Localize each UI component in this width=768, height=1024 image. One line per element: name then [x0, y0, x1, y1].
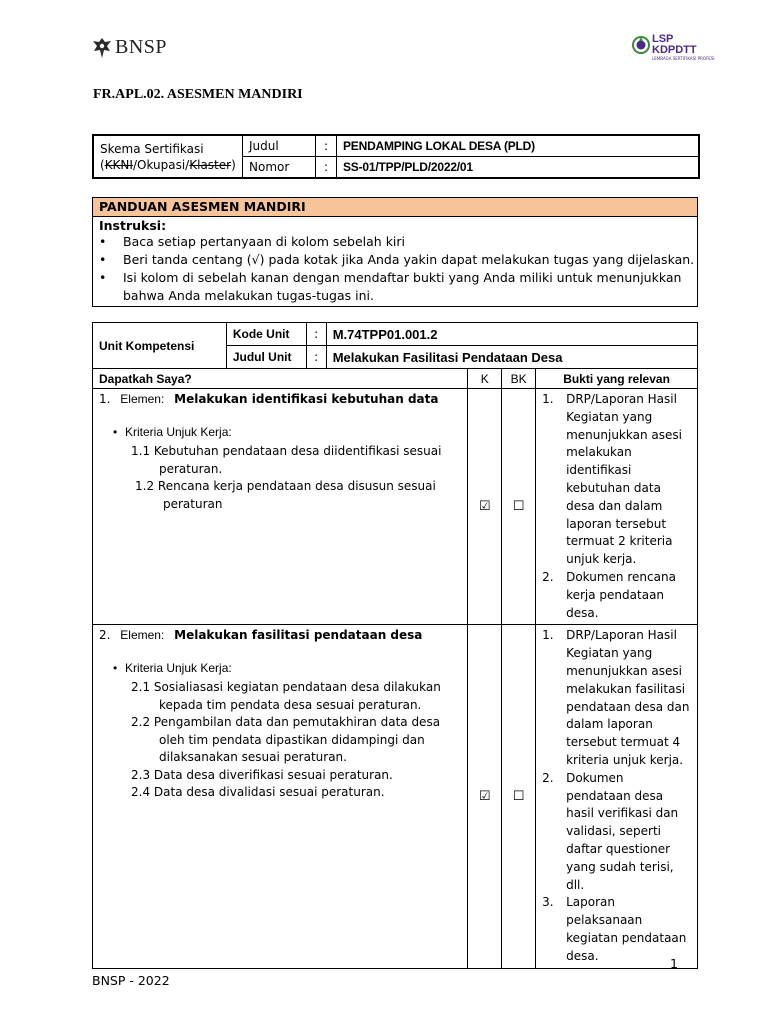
- panduan-title: PANDUAN ASESMEN MANDIRI: [93, 198, 697, 217]
- nomor-value: SS-01/TPP/PLD/2022/01: [337, 157, 700, 179]
- bk-checkbox-2[interactable]: ☐: [502, 625, 536, 968]
- instruksi-list: [93, 233, 697, 305]
- kuk-item: 2.1 Sosialiasasi kegiatan pendataan desa dilakukan kepada tim pendata desa sesuai peraturan.: [131, 680, 441, 712]
- kuk-item: 1.2 Rencana kerja pendataan desa disusun sesuai peraturan: [135, 479, 436, 511]
- judul-colon: :: [316, 135, 337, 157]
- element-2-number: 2.: [99, 628, 111, 643]
- bnsp-logo: [92, 36, 167, 59]
- panduan-box: [92, 197, 698, 307]
- lsp-kdpdtt-logo: [632, 34, 715, 61]
- table-row: [93, 625, 698, 968]
- judul-unit-label: Judul Unit: [226, 346, 306, 369]
- kode-unit-label: Kode Unit: [226, 323, 306, 346]
- unit-kompetensi-label: Unit Kompetensi: [93, 323, 227, 369]
- judul-label: Judul: [243, 135, 316, 157]
- bukti-list: [542, 627, 691, 965]
- instruksi-label: Instruksi:: [99, 218, 167, 233]
- element-1-cell: [93, 389, 468, 625]
- kriteria-label: • Kriteria Unjuk Kerja:: [113, 424, 461, 441]
- kode-unit-value: M.74TPP01.001.2: [326, 323, 697, 346]
- page-number: 1: [670, 956, 678, 971]
- element-2-prefix: Elemen:: [120, 628, 165, 643]
- kriteria-label: • Kriteria Unjuk Kerja:: [113, 660, 461, 677]
- skema-table: [92, 134, 700, 179]
- table-row: [93, 389, 698, 625]
- element-2-cell: [93, 625, 468, 968]
- element-1-number: 1.: [99, 392, 111, 406]
- k-checkbox-2[interactable]: ☑: [468, 625, 502, 968]
- bnsp-logo-text: BNSP: [115, 36, 168, 58]
- eagle-emblem-icon: [92, 37, 112, 59]
- bukti-cell-2[interactable]: [536, 625, 698, 968]
- list-item: 2. Dokumen rencana kerja pendataan desa.: [542, 569, 676, 620]
- bukti-list: [542, 391, 691, 622]
- kuk-item: 2.4 Data desa divalidasi sesuai peraturan.: [131, 785, 385, 800]
- skema-kkni: KKNI: [104, 157, 133, 172]
- kode-unit-colon: :: [306, 323, 326, 346]
- skema-label-cell: Skema Sertifikasi (KKNI/Okupasi/Klaster): [93, 135, 243, 178]
- list-item: • Isi kolom di sebelah kanan dengan mendaftar bukti yang Anda miliki untuk menunjukkan bahwa Anda melakukan tugas-tugas ini.: [123, 269, 697, 305]
- element-2-title: Melakukan fasilitasi pendataan desa: [174, 628, 423, 643]
- skema-label: Skema Sertifikasi: [100, 141, 204, 156]
- col-header-dapatkah: Dapatkah Saya?: [93, 369, 468, 389]
- nomor-colon: :: [316, 157, 337, 179]
- unit-table: [92, 322, 698, 969]
- footer-text: BNSP - 2022: [92, 973, 170, 988]
- kuk-item: 2.2 Pengambilan data dan pemutakhiran data desa oleh tim pendata dipastikan didampingi dan dilaksanakan sesuai peraturan.: [131, 715, 441, 765]
- skema-klaster: Klaster: [189, 157, 232, 172]
- k-checkbox-1[interactable]: ☑: [468, 389, 502, 625]
- col-header-bukti: Bukti yang relevan: [536, 369, 698, 389]
- nomor-label: Nomor: [243, 157, 316, 179]
- list-item: 1. DRP/Laporan Hasil Kegiatan yang menunjukkan asesi melakukan identifikasi kebutuhan data desa dan dalam laporan tersebut termuat 2 kriteria unjuk kerja.: [542, 392, 682, 567]
- list-item: 3. Laporan pelaksanaan kegiatan pendataan desa.: [542, 895, 687, 963]
- element-1-title: Melakukan identifikasi kebutuhan data: [174, 392, 439, 406]
- judul-unit-value: Melakukan Fasilitasi Pendataan Desa: [326, 346, 697, 369]
- bk-checkbox-1[interactable]: ☐: [502, 389, 536, 625]
- lsp-logo-line2: KDPDTT: [652, 44, 697, 56]
- lsp-logo-small: LEMBAGA SERTIFIKASI PROFESI: [652, 56, 715, 61]
- list-item: • Beri tanda centang (√) pada kotak jika Anda yakin dapat melakukan tugas yang dijelaskan.: [123, 251, 697, 269]
- element-1-prefix: Elemen:: [120, 392, 165, 406]
- col-header-k: K: [468, 369, 502, 389]
- document-title: FR.APL.02. ASESMEN MANDIRI: [93, 87, 303, 102]
- kuk-item: 1.1 Kebutuhan pendataan desa diidentifikasi sesuai peraturan.: [131, 444, 442, 476]
- judul-unit-colon: :: [306, 346, 326, 369]
- lsp-emblem-icon: [632, 34, 650, 56]
- bukti-cell-1[interactable]: [536, 389, 698, 625]
- list-item: 1. DRP/Laporan Hasil Kegiatan yang menunjukkan asesi melakukan fasilitasi pendataan desa dan dalam laporan tersebut termuat 4 kriteria unjuk kerja.: [542, 628, 690, 767]
- lsp-logo-line1: LSP: [652, 33, 674, 45]
- judul-value: PENDAMPING LOKAL DESA (PLD): [337, 135, 700, 157]
- list-item: 2. Dokumen pendataan desa hasil verifikasi dan validasi, seperti daftar questioner yang sudah terisi, dll.: [542, 770, 679, 892]
- col-header-bk: BK: [502, 369, 536, 389]
- list-item: • Baca setiap pertanyaan di kolom sebelah kiri: [123, 233, 697, 251]
- kuk-item: 2.3 Data desa diverifikasi sesuai peraturan.: [131, 767, 393, 782]
